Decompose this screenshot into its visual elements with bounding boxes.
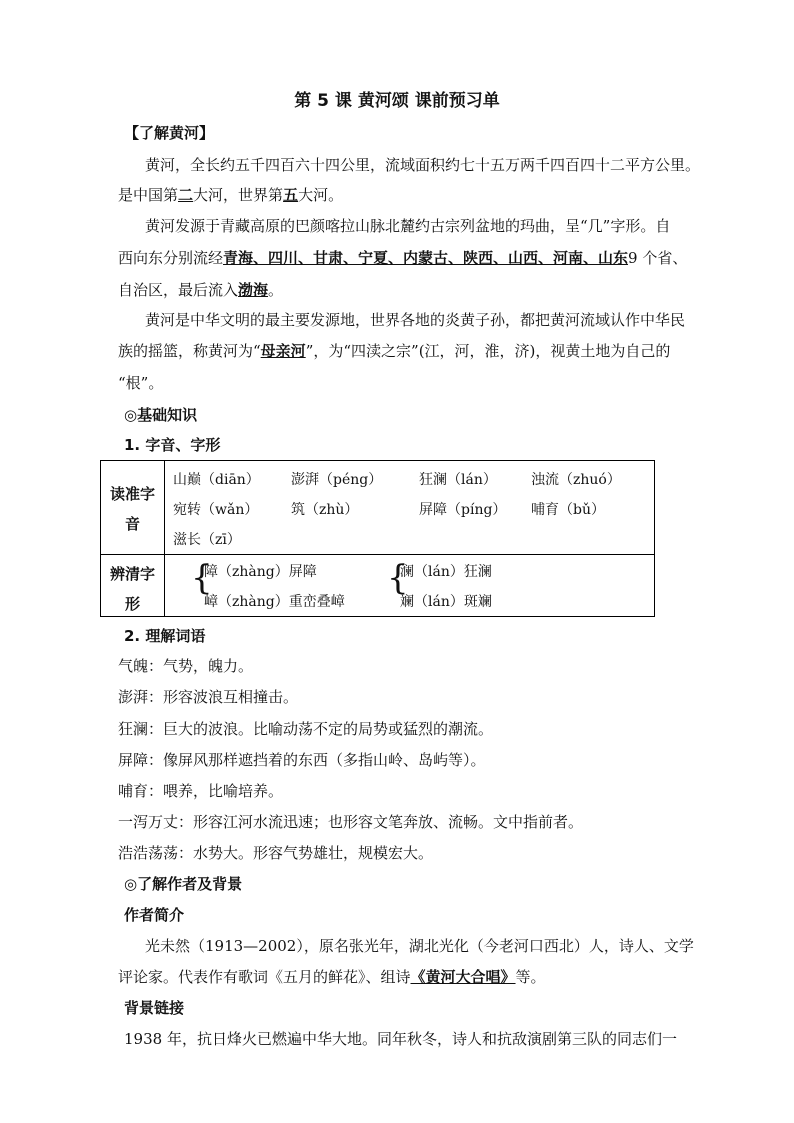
table-row-head-pronunciation	[101, 479, 164, 539]
text-span: 。	[268, 281, 284, 299]
left-brace-icon: {	[191, 558, 213, 598]
word-definition: 浩浩荡荡：水势大。形容气势雄壮，规模宏大。	[118, 844, 434, 862]
paragraph-line	[118, 247, 687, 269]
paragraph-line	[118, 279, 283, 301]
pronunciation-item: 宛转（wǎn）	[173, 502, 259, 518]
underlined-answer: 渤海	[238, 281, 269, 299]
paragraph-line	[118, 966, 546, 988]
pronunciation-item: 滋长（zī）	[173, 532, 241, 548]
text-span: 9 个省、	[628, 249, 688, 267]
table-divider	[164, 461, 165, 616]
row-head-label: 读准字音	[109, 485, 155, 533]
underlined-answer: 青海、四川、甘肃、宁夏、内蒙古、陕西、山西、河南、山东	[223, 249, 629, 267]
pronunciation-item: 屏障（píng）	[419, 502, 507, 518]
text-span: 族的摇篮，称黄河为“	[118, 342, 261, 360]
section-heading-basics: ◎基础知识	[124, 406, 198, 424]
section-heading-author: ◎了解作者及背景	[124, 875, 243, 893]
underlined-answer: 《黄河大合唱》	[410, 968, 516, 986]
table-divider	[101, 554, 654, 555]
character-item: 障（zhàng）屏障	[204, 564, 317, 580]
subheading-pronunciation: 1. 字音、字形	[124, 436, 221, 454]
text-span: 大河。	[298, 186, 344, 204]
vocabulary-table	[100, 460, 655, 617]
left-brace-icon: {	[387, 558, 409, 598]
table-row-head-characters	[101, 559, 164, 619]
text-span: 西向东分别流经	[118, 249, 224, 267]
text-span: ”，为“四渎之宗”(江，河，淮，济)，视黄土地为自己的	[305, 342, 671, 360]
subheading-author-intro: 作者简介	[124, 906, 185, 924]
underlined-answer: 五	[283, 186, 299, 204]
text-span: 是中国第	[118, 186, 179, 204]
character-item: 斓（lán）斑斓	[400, 594, 492, 610]
word-definition: 一泻万丈：形容江河水流迅速；也形容文笔奔放、流畅。文中指前者。	[118, 813, 584, 831]
pronunciation-item: 筑（zhù）	[291, 502, 359, 518]
paragraph-line: 黄河，全长约五千四百六十四公里，流域面积约七十五万两千四百四十二平方公里。	[145, 156, 701, 174]
paragraph-line	[118, 184, 343, 206]
section-heading-yellow-river: 【了解黄河】	[124, 124, 215, 142]
text-span: 自治区，最后流入	[118, 281, 239, 299]
paragraph-line: 黄河是中华文明的最主要发源地，世界各地的炎黄子孙，都把黄河流域认作中华民	[145, 311, 686, 329]
paragraph-line	[118, 340, 670, 362]
underlined-answer: 二	[178, 186, 194, 204]
pronunciation-item: 澎湃（péng）	[291, 472, 383, 488]
row-head-label: 辨清字形	[109, 565, 155, 613]
pronunciation-item: 山巅（diān）	[173, 472, 260, 488]
text-span: 评论家。代表作有歌词《五月的鲜花》、组诗	[118, 968, 411, 986]
word-definition: 澎湃：形容波浪互相撞击。	[118, 688, 299, 706]
underlined-answer: 母亲河	[260, 342, 306, 360]
pronunciation-item: 浊流（zhuó）	[531, 472, 621, 488]
text-span: 等。	[515, 968, 546, 986]
character-item: 澜（lán）狂澜	[400, 564, 492, 580]
word-definition: 狂澜：巨大的波浪。比喻动荡不定的局势或猛烈的潮流。	[118, 720, 494, 738]
pronunciation-item: 狂澜（lán）	[419, 472, 497, 488]
character-item: 嶂（zhàng）重峦叠嶂	[204, 594, 345, 610]
subheading-vocabulary: 2. 理解词语	[124, 627, 206, 645]
word-definition: 哺育：喂养，比喻培养。	[118, 782, 284, 800]
pronunciation-item: 哺育（bǔ）	[531, 502, 605, 518]
word-definition: 屏障：像屏风那样遮挡着的东西（多指山岭、岛屿等）。	[118, 751, 486, 769]
paragraph-line: 光未然（1913—2002），原名张光年，湖北光化（今老河口西北）人，诗人、文学	[145, 937, 694, 955]
paragraph-line: 1938 年，抗日烽火已燃遍中华大地。同年秋冬，诗人和抗敌演剧第三队的同志们一	[124, 1030, 677, 1048]
word-definition: 气魄：气势，魄力。	[118, 657, 254, 675]
page-title: 第 5 课 黄河颂 课前预习单	[294, 91, 500, 111]
paragraph-line: 黄河发源于青藏高原的巴颜喀拉山脉北麓约古宗列盆地的玛曲，呈“几”字形。自	[145, 217, 671, 235]
subheading-background: 背景链接	[124, 999, 185, 1017]
text-span: 大河，世界第	[193, 186, 284, 204]
paragraph-line: “根”。	[118, 374, 164, 392]
